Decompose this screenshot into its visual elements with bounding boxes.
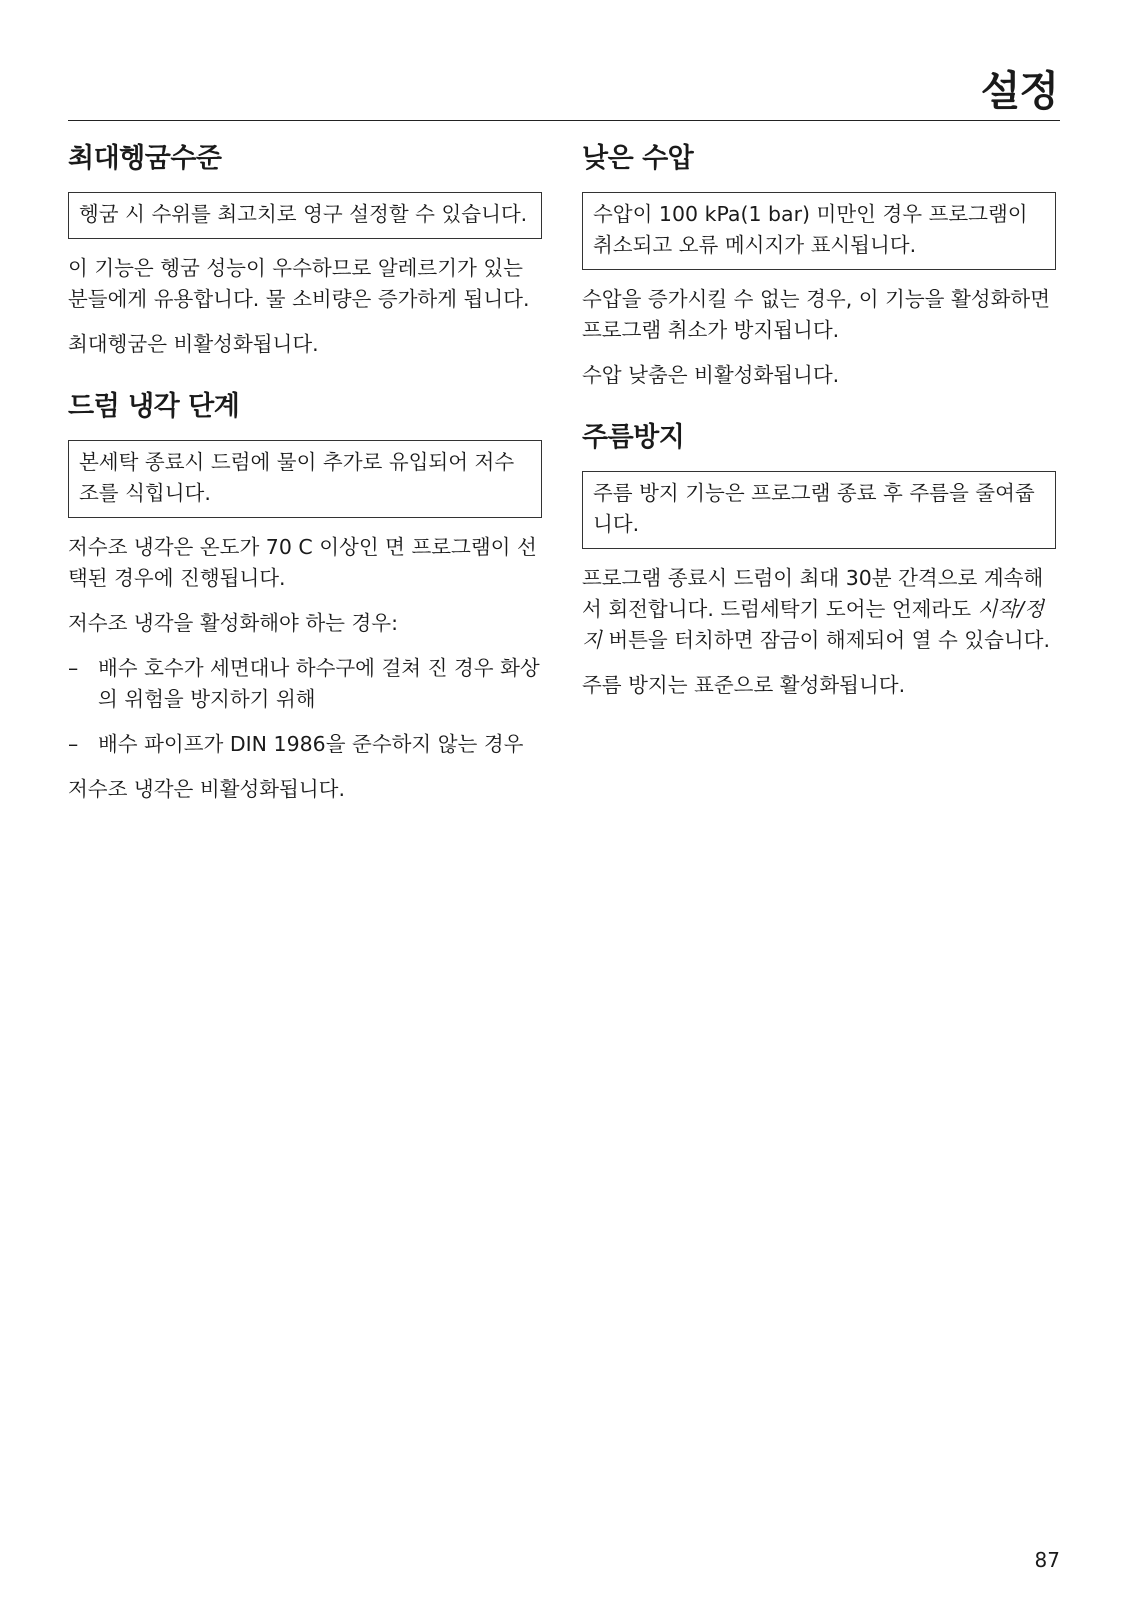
section-heading-anti-crease: 주름방지: [582, 422, 685, 453]
paragraph-drum-cooling-when: 저수조 냉각을 활성화해야 하는 경우:: [68, 611, 399, 635]
paragraph-max-rinse-default: 최대헹굼은 비활성화됩니다.: [68, 332, 319, 356]
paragraph-anti-crease-default: 주름 방지는 표준으로 활성화됩니다.: [582, 673, 906, 697]
left-column: [68, 138, 542, 831]
paragraph-anti-crease-description: [582, 563, 1056, 656]
dash-bullet-icon: –: [68, 656, 79, 680]
right-column: [582, 138, 1056, 727]
note-box-max-rinse: 헹굼 시 수위를 최고치로 영구 설정할 수 있습니다.: [68, 192, 542, 239]
list-item-text: 배수 파이프가 DIN 1986을 준수하지 않는 경우: [98, 732, 524, 756]
page-title: 설정: [980, 67, 1058, 115]
list-item-text: 배수 호수가 세면대나 하수구에 걸쳐 진 경우 화상의 위험을 방지하기 위해: [98, 656, 540, 711]
paragraph-low-pressure-default: 수압 낮춤은 비활성화됩니다.: [582, 363, 840, 387]
section-drum-cooling: [68, 386, 542, 805]
note-box-low-pressure: 수압이 100 kPa(1 bar) 미만인 경우 프로그램이 취소되고 오류 메시지가 표시됩니다.: [582, 192, 1056, 270]
section-heading-drum-cooling: 드럼 냉각 단계: [68, 391, 240, 422]
section-anti-crease: [582, 417, 1056, 701]
paragraph-low-pressure-description: 수압을 증가시킬 수 없는 경우, 이 기능을 활성화하면 프로그램 취소가 방지됩니다.: [582, 287, 1050, 342]
section-low-pressure: [582, 138, 1056, 391]
note-box-drum-cooling: 본세탁 종료시 드럼에 물이 추가로 유입되어 저수조를 식힙니다.: [68, 440, 542, 518]
section-heading-max-rinse: 최대헹굼수준: [68, 143, 222, 174]
drum-cooling-bullet-list: [68, 653, 542, 760]
section-heading-low-pressure: 낮은 수압: [582, 143, 694, 174]
anti-crease-text-before: 프로그램 종료시 드럼이 최대 30분 간격으로 계속해서 회전합니다. 드럼세탁기 도어는 언제라도: [582, 566, 1044, 621]
dash-bullet-icon: –: [68, 732, 79, 756]
paragraph-drum-cooling-default: 저수조 냉각은 비활성화됩니다.: [68, 777, 345, 801]
list-item: [68, 653, 542, 715]
paragraph-max-rinse-description: 이 기능은 헹굼 성능이 우수하므로 알레르기가 있는 분들에게 유용합니다. 물 소비량은 증가하게 됩니다.: [68, 256, 530, 311]
list-item: [68, 729, 542, 760]
anti-crease-text-after: 버튼을 터치하면 잠금이 해제되어 열 수 있습니다.: [601, 628, 1051, 652]
page-number: 87: [1034, 1548, 1060, 1572]
section-max-rinse: [68, 138, 542, 360]
paragraph-drum-cooling-condition: 저수조 냉각은 온도가 70 C 이상인 면 프로그램이 선택된 경우에 진행됩니다.: [68, 535, 537, 590]
start-stop-button-reference: 시작/정지: [582, 597, 1044, 652]
note-box-anti-crease: 주름 방지 기능은 프로그램 종료 후 주름을 줄여줍니다.: [582, 471, 1056, 549]
page-header: [68, 58, 1060, 121]
